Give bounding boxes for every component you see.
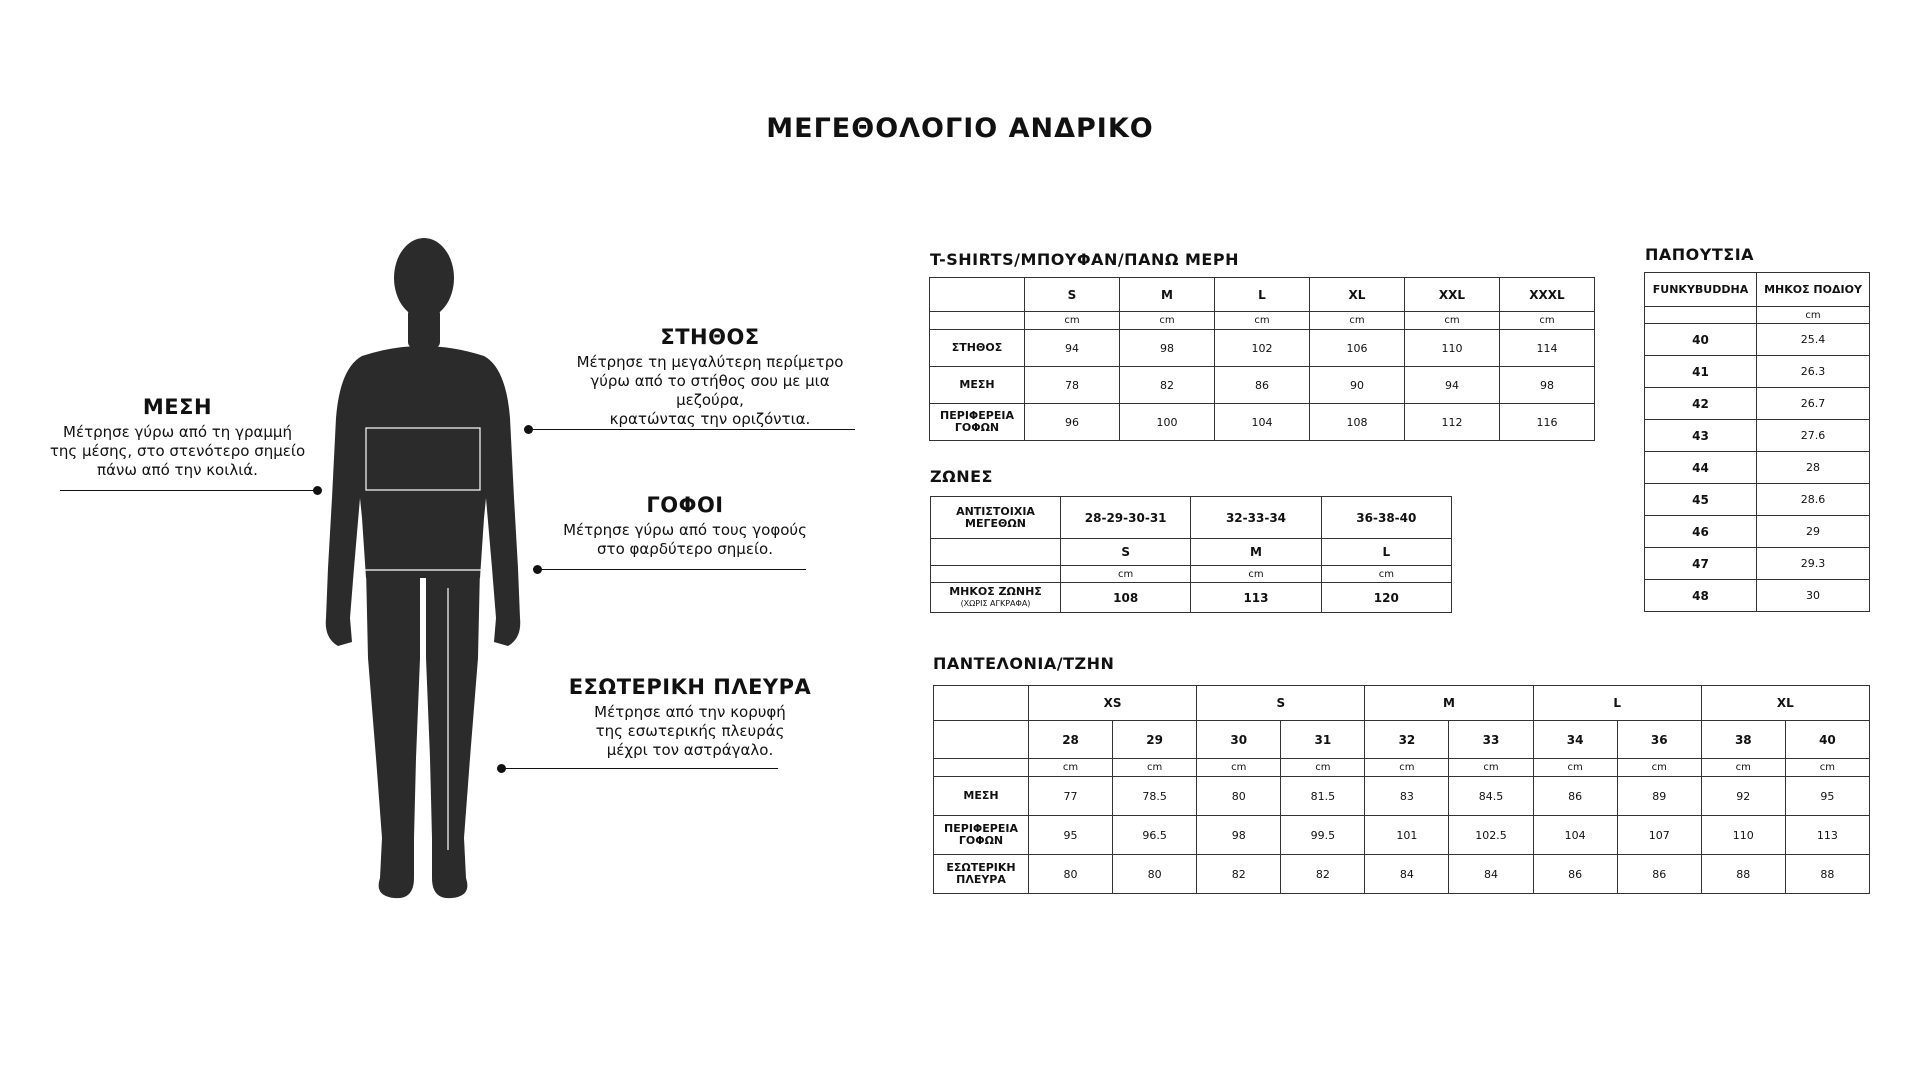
shoe-size: 45 (1645, 484, 1757, 516)
waist-title: ΜΕΣΗ (142, 395, 213, 419)
pants-group: L (1533, 686, 1701, 721)
shoe-length: 28.6 (1757, 484, 1870, 516)
table-cell: 104 (1533, 816, 1617, 855)
waist-label (40, 395, 315, 480)
table-cell: 78.5 (1113, 777, 1197, 816)
table-cell: 108 (1310, 404, 1405, 441)
pants-unit: cm (1197, 759, 1281, 777)
hips-line-2: στο φαρδύτερο σημείο. (597, 540, 773, 558)
pants-unit: cm (1533, 759, 1617, 777)
table-cell: 112 (1405, 404, 1500, 441)
table-cell: 96.5 (1113, 816, 1197, 855)
pants-unit: cm (1617, 759, 1701, 777)
table-cell: 84 (1449, 855, 1533, 894)
table-row (930, 404, 1595, 441)
pants-group: M (1365, 686, 1533, 721)
tshirts-unit: cm (1215, 312, 1310, 330)
shoes-col2: ΜΗΚΟΣ ΠΟΔΙΟΥ (1757, 273, 1870, 307)
table-cell: 113 (1191, 583, 1321, 613)
belts-range: 36-38-40 (1321, 497, 1451, 539)
tshirts-row-label: ΠΕΡΙΦΕΡΕΙΑ ΓΟΦΩΝ (930, 404, 1025, 441)
pants-unit: cm (1701, 759, 1785, 777)
belts-range: 28-29-30-31 (1061, 497, 1191, 539)
pants-unit: cm (1785, 759, 1869, 777)
table-row (930, 330, 1595, 367)
shoe-size: 46 (1645, 516, 1757, 548)
pants-size: 30 (1197, 721, 1281, 759)
table-cell: 92 (1701, 777, 1785, 816)
chest-line-2: γύρω από το στήθος σου με μια μεζούρα, (590, 372, 830, 409)
belts-size: S (1061, 539, 1191, 566)
tshirts-unit: cm (1500, 312, 1595, 330)
pants-size: 32 (1365, 721, 1449, 759)
belts-title: ΖΩΝΕΣ (930, 467, 993, 486)
table-cell: 113 (1785, 816, 1869, 855)
tshirts-row-label: ΜΕΣΗ (930, 367, 1025, 404)
table-cell: 99.5 (1281, 816, 1365, 855)
shoes-table (1644, 272, 1870, 612)
table-row (931, 583, 1452, 613)
table-row (1645, 516, 1870, 548)
table-row (1645, 484, 1870, 516)
belts-unit: cm (1061, 566, 1191, 583)
table-cell: 104 (1215, 404, 1310, 441)
table-cell: 120 (1321, 583, 1451, 613)
table-cell: 83 (1365, 777, 1449, 816)
table-row (1645, 580, 1870, 612)
shoes-title: ΠΑΠΟΥΤΣΙΑ (1645, 245, 1755, 264)
shoes-unit: cm (1757, 307, 1870, 324)
table-cell: 82 (1281, 855, 1365, 894)
shoe-length: 30 (1757, 580, 1870, 612)
shoe-size: 47 (1645, 548, 1757, 580)
pants-size: 28 (1029, 721, 1113, 759)
pants-size: 29 (1113, 721, 1197, 759)
shoe-length: 25.4 (1757, 324, 1870, 356)
belts-unit: cm (1191, 566, 1321, 583)
table-cell: 82 (1120, 367, 1215, 404)
inseam-line-1: Μέτρησε από την κορυφή (594, 703, 786, 721)
inseam-line-2: της εσωτερικής πλευράς (595, 722, 785, 740)
pants-unit: cm (1113, 759, 1197, 777)
hips-title: ΓΟΦΟΙ (646, 493, 724, 517)
table-row (1645, 452, 1870, 484)
shoe-size: 42 (1645, 388, 1757, 420)
belts-table (930, 496, 1452, 613)
pants-title: ΠΑΝΤΕΛΟΝΙΑ/ΤΖΗΝ (933, 654, 1115, 673)
table-cell: 98 (1197, 816, 1281, 855)
shoe-length: 26.7 (1757, 388, 1870, 420)
hips-line-1: Μέτρησε γύρω από τους γοφούς (563, 521, 807, 539)
table-cell: 96 (1025, 404, 1120, 441)
belts-range: 32-33-34 (1191, 497, 1321, 539)
tshirts-size-l: L (1215, 278, 1310, 312)
pants-size: 36 (1617, 721, 1701, 759)
table-row (1645, 420, 1870, 452)
table-row (934, 855, 1870, 894)
table-cell: 84.5 (1449, 777, 1533, 816)
pants-group: S (1197, 686, 1365, 721)
table-cell: 116 (1500, 404, 1595, 441)
page-title: ΜΕΓΕΘΟΛΟΓΙΟ ΑΝΔΡΙΚΟ (766, 113, 1154, 144)
table-cell: 106 (1310, 330, 1405, 367)
table-cell: 95 (1029, 816, 1113, 855)
table-cell: 94 (1405, 367, 1500, 404)
table-row (934, 816, 1870, 855)
waist-pointer-line (60, 490, 317, 491)
table-cell: 78 (1025, 367, 1120, 404)
belts-size: L (1321, 539, 1451, 566)
table-cell: 102 (1215, 330, 1310, 367)
table-cell: 82 (1197, 855, 1281, 894)
shoes-col1: FUNKYBUDDHA (1645, 273, 1757, 307)
table-cell: 98 (1120, 330, 1215, 367)
table-cell: 110 (1405, 330, 1500, 367)
tshirts-size-xl: XL (1310, 278, 1405, 312)
table-cell: 94 (1025, 330, 1120, 367)
shoe-size: 40 (1645, 324, 1757, 356)
pants-unit: cm (1281, 759, 1365, 777)
pants-size: 38 (1701, 721, 1785, 759)
tshirts-size-xxl: XXL (1405, 278, 1500, 312)
inseam-line-3: μέχρι τον αστράγαλο. (606, 741, 774, 759)
table-cell: 89 (1617, 777, 1701, 816)
table-row (1645, 324, 1870, 356)
waist-pointer-dot (313, 486, 322, 495)
tshirts-size-s: S (1025, 278, 1120, 312)
waist-line-2: της μέσης, στο στενότερο σημείο (49, 442, 306, 460)
table-cell: 95 (1785, 777, 1869, 816)
table-cell: 90 (1310, 367, 1405, 404)
table-cell: 86 (1215, 367, 1310, 404)
table-cell: 80 (1029, 855, 1113, 894)
table-cell: 108 (1061, 583, 1191, 613)
tshirts-unit: cm (1120, 312, 1215, 330)
tshirts-unit: cm (1310, 312, 1405, 330)
shoe-length: 29.3 (1757, 548, 1870, 580)
table-row (1645, 548, 1870, 580)
pants-row-label: ΜΕΣΗ (934, 777, 1029, 816)
pants-group: XS (1029, 686, 1197, 721)
chest-line-3: κρατώντας την οριζόντια. (609, 410, 811, 428)
table-cell: 86 (1533, 777, 1617, 816)
shoe-length: 29 (1757, 516, 1870, 548)
table-cell: 81.5 (1281, 777, 1365, 816)
pants-size: 33 (1449, 721, 1533, 759)
shoe-size: 44 (1645, 452, 1757, 484)
belts-length-title: ΜΗΚΟΣ ΖΩΝΗΣ (949, 584, 1042, 598)
shoe-size: 41 (1645, 356, 1757, 388)
inseam-title: ΕΣΩΤΕΡΙΚΗ ΠΛΕΥΡΑ (568, 675, 812, 699)
table-cell: 100 (1120, 404, 1215, 441)
pants-unit: cm (1449, 759, 1533, 777)
tshirts-row-label: ΣΤΗΘΟΣ (930, 330, 1025, 367)
pants-row-label: ΠΕΡΙΦΕΡΕΙΑ ΓΟΦΩΝ (934, 816, 1029, 855)
table-cell: 101 (1365, 816, 1449, 855)
tshirts-size-m: M (1120, 278, 1215, 312)
pants-group: XL (1701, 686, 1869, 721)
belts-corr-label: ΑΝΤΙΣΤΟΙΧΙΑ ΜΕΓΕΘΩΝ (931, 497, 1061, 539)
pants-size: 34 (1533, 721, 1617, 759)
pants-unit: cm (1029, 759, 1113, 777)
tshirts-size-xxxl: XXXL (1500, 278, 1595, 312)
tshirts-unit: cm (1405, 312, 1500, 330)
chest-line-1: Μέτρησε τη μεγαλύτερη περίμετρο (576, 353, 844, 371)
table-cell: 110 (1701, 816, 1785, 855)
table-cell: 77 (1029, 777, 1113, 816)
body-figure-icon (322, 238, 522, 908)
shoe-length: 27.6 (1757, 420, 1870, 452)
hips-label (545, 493, 825, 559)
chest-pointer-line (529, 429, 855, 430)
table-row (930, 367, 1595, 404)
chest-title: ΣΤΗΘΟΣ (660, 325, 760, 349)
table-cell: 80 (1113, 855, 1197, 894)
chest-label (560, 325, 860, 429)
tshirts-unit: cm (1025, 312, 1120, 330)
table-cell: 88 (1701, 855, 1785, 894)
table-cell: 102.5 (1449, 816, 1533, 855)
table-cell: 107 (1617, 816, 1701, 855)
table-row (1645, 388, 1870, 420)
pants-size: 31 (1281, 721, 1365, 759)
table-cell: 86 (1617, 855, 1701, 894)
pants-table (933, 685, 1870, 894)
tshirts-table (929, 277, 1595, 441)
table-cell: 84 (1365, 855, 1449, 894)
inseam-pointer-line (502, 768, 778, 769)
shoe-size: 43 (1645, 420, 1757, 452)
belts-length-label (931, 583, 1061, 613)
pants-row-label: ΕΣΩΤΕΡΙΚΗ ΠΛΕΥΡΑ (934, 855, 1029, 894)
shoe-size: 48 (1645, 580, 1757, 612)
table-cell: 88 (1785, 855, 1869, 894)
table-cell: 98 (1500, 367, 1595, 404)
waist-line-3: πάνω από την κοιλιά. (97, 461, 258, 479)
table-row (934, 777, 1870, 816)
hips-pointer-line (538, 569, 806, 570)
tshirts-title: T-SHIRTS/ΜΠΟΥΦΑΝ/ΠΑΝΩ ΜΕΡΗ (930, 250, 1239, 269)
table-cell: 80 (1197, 777, 1281, 816)
waist-line-1: Μέτρησε γύρω από τη γραμμή (63, 423, 292, 441)
belts-length-sub: (ΧΩΡΙΣ ΑΓΚΡΑΦΑ) (960, 598, 1031, 608)
belts-size: M (1191, 539, 1321, 566)
belts-unit: cm (1321, 566, 1451, 583)
shoe-length: 26.3 (1757, 356, 1870, 388)
table-row (1645, 356, 1870, 388)
inseam-label (540, 675, 840, 760)
table-cell: 86 (1533, 855, 1617, 894)
pants-unit: cm (1365, 759, 1449, 777)
shoe-length: 28 (1757, 452, 1870, 484)
table-cell: 114 (1500, 330, 1595, 367)
pants-size: 40 (1785, 721, 1869, 759)
